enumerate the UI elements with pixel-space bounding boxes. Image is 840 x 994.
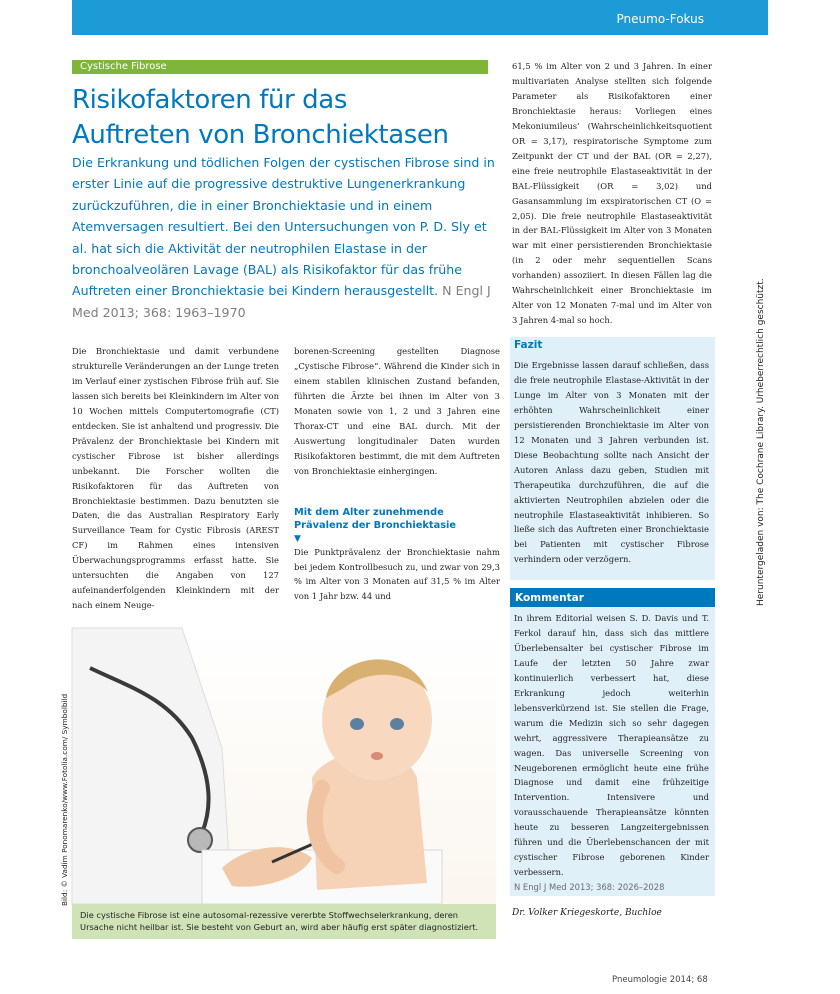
fazit-text: Die Ergebnisse lassen darauf schließen, dass die freie neutrophile Elastase-Aktivität in der Lunge im Alter von 3 Monaten mit der erhöhten Wahrscheinlichkeit einer persistierenden Bronchiektasie im Alter von 12 Monaten und 3 Jahren verbunden ist. Diese Beobachtung sollte nach Ansicht der Autoren Anlass dazu geben, Studien mit Therapeutika durchzuführen, die auf die aktivierten Neutrophilen abzielen oder die neutrophile Elastaseaktivität inhibieren. So ließe sich das Auftreten einer Bronchiektasie bei Patienten mit cystischer Fibrose verhindern oder verzögern.	[514, 360, 709, 565]
article-title	[72, 83, 502, 153]
body-column-1	[72, 344, 279, 613]
download-note: Heruntergeladen von: The Cochrane Library. Urheberrechtlich geschützt.	[756, 278, 766, 606]
figure-caption: Die cystische Fibrose ist eine autosomal-rezessive vererbte Stoffwechselerkrankung, deren Ursache nicht heilbar ist. Sie besteht von Geburt an, wird aber häufig erst später diagnostiziert.	[72, 904, 496, 939]
kommentar-title: Kommentar	[510, 590, 715, 607]
baby-left-eye	[350, 718, 364, 730]
footer-citation: Pneumologie 2014; 68	[612, 975, 708, 985]
photo-illustration	[72, 628, 496, 904]
photo-credit: Bild: © Vadim Ponomarenko/www.Fotolia.com/ Symbolbild	[60, 693, 69, 906]
baby-right-eye	[390, 718, 404, 730]
subheading: Mit dem Alter zunehmende Prävalenz der Bronchiektasie	[294, 506, 457, 532]
header-bar	[72, 0, 819, 35]
kommentar-text: In ihrem Editorial weisen S. D. Davis und T. Ferkol darauf hin, dass sich das mittlere Überlebensalter bei cystischer Fibrose im Laufe der letzten 50 Jahre zwar kontinuierlich verbessert hat, diese Erkrankung jedoch weiterhin lebensverkürzend ist. Sie stellen die Frage, warum die Medizin sich so sehr dagegen wehrt, aggressivere Therapieansätze zu wagen. Das universelle Screening von Neugeborenen ermöglicht heute eine frühe Diagnose und damit eine frühzeitige Intervention. Intensivere und vorausschauende Therapieansätze könnten heute zu besseren Langzeitergebnissen führen und die Überlebenschancen der mit cystischer Fibrose geborenen Kinder verbessern.	[514, 613, 709, 878]
title-line-2: Auftreten von Bronchiektasen	[72, 120, 449, 150]
section-title: Pneumo-Fokus	[616, 12, 704, 26]
category-label: Cystische Fibrose	[72, 60, 488, 74]
author: Dr. Volker Kriegeskorte, Buchloe	[512, 908, 662, 918]
kommentar-box	[510, 588, 715, 896]
stethoscope-chest-piece	[188, 828, 212, 852]
body-paragraph: borenen-Screening gestellten Diagnose „Cystische Fibrose“. Während die Kinder sich in einem stabilen klinischen Zustand befanden, führten die Ärzte bei ihnen im Alter von 3 Monaten sowie von 1, 2 und 3 Jahren eine Thorax-CT und eine BAL durch. Mit der Auswertung longitudinaler Daten wurden Risikofaktoren bestimmt, die mit dem Auftreten von Bronchiektasie einhergingen.	[294, 346, 500, 476]
photo-doctor-and-baby	[72, 628, 496, 904]
body-column-2	[294, 344, 500, 604]
kommentar-body	[510, 607, 715, 901]
page-number: 9	[807, 10, 819, 28]
baby-mouth	[371, 752, 383, 760]
body-paragraph: 61,5 % im Alter von 2 und 3 Jahren. In einer multivariaten Analyse stellten sich folgende Parameter als Risikofaktoren einer Bronchiektasie heraus: Vorliegen eines Mekoniumileus’ (Wahrscheinlichkeitsquotient OR = 3,17), respiratorische Symptome zum Zeitpunkt der CT und der BAL (OR = 2,27), eine freie neutrophile Elastaseaktivität in der BAL-Flüssigkeit (OR = 3,02) und Gasansammlung im exspiratorischen CT (O = 2,05). Die freie neutrophile Elastaseaktivität in der BAL-Flüssigkeit im Alter von 3 Monaten war mit einer persistierenden Bronchiektasie (in 2 oder mehr sequentiellen Scans vorhanden) assoziiert. In diesen Fällen lag die Wahrscheinlichkeit einer Bronchiektasie im Alter von 12 Monaten 7-mal und im Alter von 3 Jahren 4-mal so hoch.	[512, 61, 712, 326]
title-line-1: Risikofaktoren für das	[72, 85, 347, 115]
subheading-arrow-icon: ▼	[294, 533, 301, 544]
fazit-box	[510, 337, 715, 580]
kommentar-citation: N Engl J Med 2013; 368: 2026–2028	[514, 882, 665, 893]
body-paragraph: Die Bronchiektasie und damit verbundene strukturelle Veränderungen an der Lunge treten im Verlauf einer zystischen Fibrose früh auf. Sie lassen sich bereits bei Kleinkindern im Alter von 10 Wochen mittels Computertomografie (CT) entdecken. Sie ist anhaltend und progressiv. Die Prävalenz der Bronchiektasie bei Kindern mit cystischer Fibrose ist bisher allerdings unbekannt. Die Forscher wollten die Risikofaktoren für das Auftreten von Bronchiektasie bestimmen. Dazu benutzten sie Daten, die das Australian Respiratory Early Surveillance Team for Cystic Fibrosis (AREST CF) im Rahmen eines intensiven Überwachungsprogramms erfasst hatte. Sie untersuchten die Angaben von 127 aufeinanderfolgenden Kleinkindern mit der nach einem Neuge-	[72, 346, 279, 611]
lead-citation: N Engl J Med 2013; 368: 1963–1970	[72, 283, 491, 320]
body-paragraph: Die Punktprävalenz der Bronchiektasie nahm bei jedem Kontrollbesuch zu, und zwar von 29,3 % im Alter von 3 Monaten auf 31,5 % im Alter von 1 Jahr bzw. 44 und	[294, 546, 500, 602]
body-column-3	[512, 59, 712, 328]
lead-paragraph	[72, 152, 498, 323]
fazit-title: Fazit	[514, 339, 543, 351]
lead-text: Die Erkrankung und tödlichen Folgen der cystischen Fibrose sind in erster Linie auf die progressive destruktive Lungenerkrankung zurückzuführen, die in einer Bronchiektasie und in einem Atemversagen resultiert. Bei den Untersuchungen von P. D. Sly et al. hat sich die Aktivität der neutrophilen Elastase in der bronchoalveolären Lavage (BAL) als Risikofaktor für das frühe Auftreten einer Bronchiektasie bei Kindern herausgestellt.	[72, 155, 495, 299]
